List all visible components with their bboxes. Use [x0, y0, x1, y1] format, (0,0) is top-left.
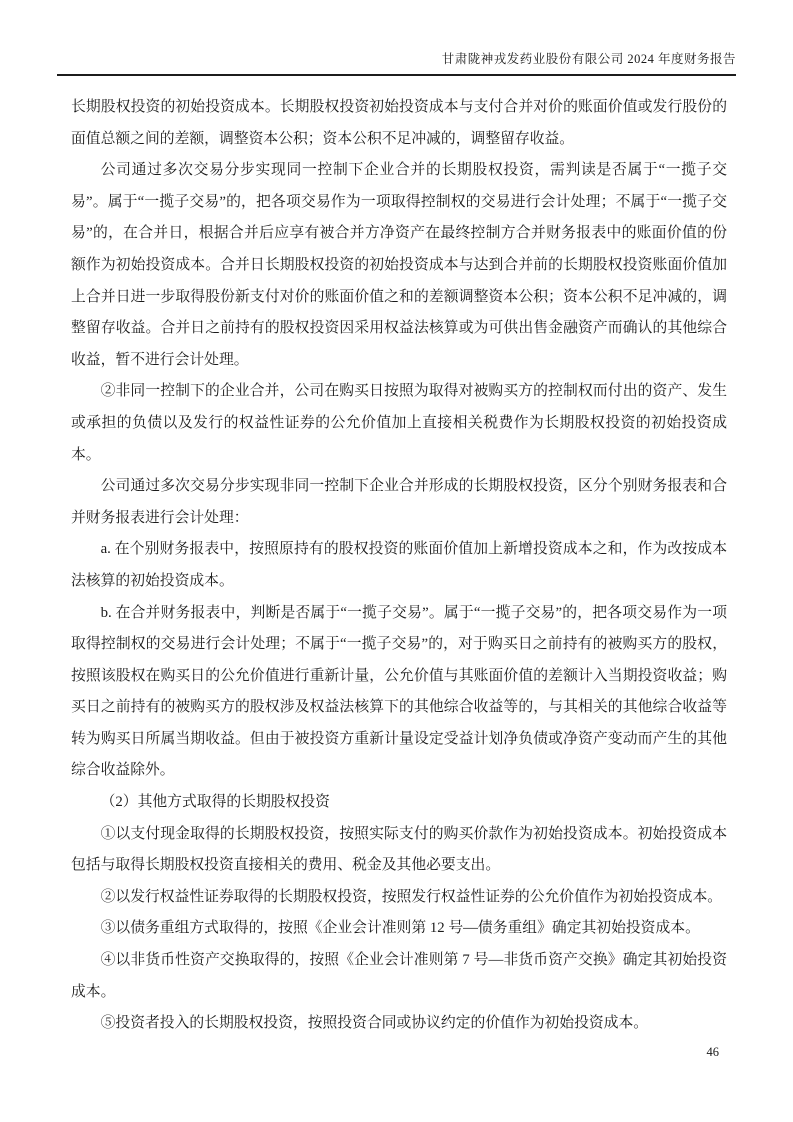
header-title: 甘肃陇神戎发药业股份有限公司 2024 年度财务报告 — [441, 52, 736, 66]
paragraph-item-a: a. 在个别财务报表中，按照原持有的股权投资的账面价值加上新增投资成本之和，作为改按成本法核算的初始投资成本。 — [71, 541, 727, 589]
paragraph: 公司通过多次交易分步实现非同一控制下企业合并形成的长期股权投资，区分个别财务报表和合并财务报表进行会计处理： — [71, 478, 727, 526]
paragraph-item-2: ②以发行权益性证券取得的长期股权投资，按照发行权益性证券的公允价值作为初始投资成本。 — [100, 888, 723, 905]
paragraph: ②非同一控制下的企业合并，公司在购买日按照为取得对被购买方的控制权而付出的资产、发生或承担的负债以及发行的权益性证券的公允价值加上直接相关税费作为长期股权投资的初始投资成本。 — [71, 383, 727, 463]
paragraph-continuation: 长期股权投资的初始投资成本。长期股权投资初始投资成本与支付合并对价的账面价值或发行股份的面值总额之间的差额，调整资本公积；资本公积不足冲减的，调整留存收益。 — [71, 99, 727, 147]
paragraph: 公司通过多次交易分步实现同一控制下企业合并的长期股权投资，需判读是否属于“一揽子交易”。属于“一揽子交易”的，把各项交易作为一项取得控制权的交易进行会计处理；不属于“一揽子交易”的，在合并日，根据合并后应享有被合并方净资产在最终控制方合并财务报表中的账面价值的份额作为初始投资成本。合并日长期股权投资的初始投资成本与达到合并前的长期股权投资账面价值加上合并日进一步取得股份新支付对价的账面价值之和的差额调整资本公积；资本公积不足冲减的，调整留存收益。合并日之前持有的股权投资因采用权益法核算或为可供出售金融资产而确认的其他综合收益，暂不进行会计处理。 — [71, 162, 727, 368]
paragraph-item-5: ⑤投资者投入的长期股权投资，按照投资合同或协议约定的价值作为初始投资成本。 — [100, 1015, 649, 1032]
document-body — [71, 92, 727, 1040]
paragraph-item-3: ③以债务重组方式取得的，按照《企业会计准则第 12 号—债务重组》确定其初始投资成本。 — [100, 920, 700, 937]
page-header — [57, 50, 736, 76]
paragraph-item-1: ①以支付现金取得的长期股权投资，按照实际支付的购买价款作为初始投资成本。初始投资成本包括与取得长期股权投资直接相关的费用、税金及其他必要支出。 — [71, 825, 727, 874]
paragraph-item-4: ④以非货币性资产交换取得的，按照《企业会计准则第 7 号—非货币资产交换》确定其初始投资成本。 — [71, 952, 727, 1000]
paragraph-subheading: （2）其他方式取得的长期股权投资 — [100, 794, 330, 811]
paragraph-item-b: b. 在合并财务报表中，判断是否属于“一揽子交易”。属于“一揽子交易”的，把各项交易作为一项取得控制权的交易进行会计处理；不属于“一揽子交易”的，对于购买日之前持有的被购买方的股权，按照该股权在购买日的公允价值进行重新计量，公允价值与其账面价值的差额计入当期投资收益；购买日之前持有的被购买方的股权涉及权益法核算下的其他综合收益等的，与其相关的其他综合收益等转为购买日所属当期收益。但由于被投资方重新计量设定受益计划净负债或净资产变动而产生的其他综合收益除外。 — [71, 604, 727, 779]
page-number: 46 — [706, 1045, 719, 1059]
